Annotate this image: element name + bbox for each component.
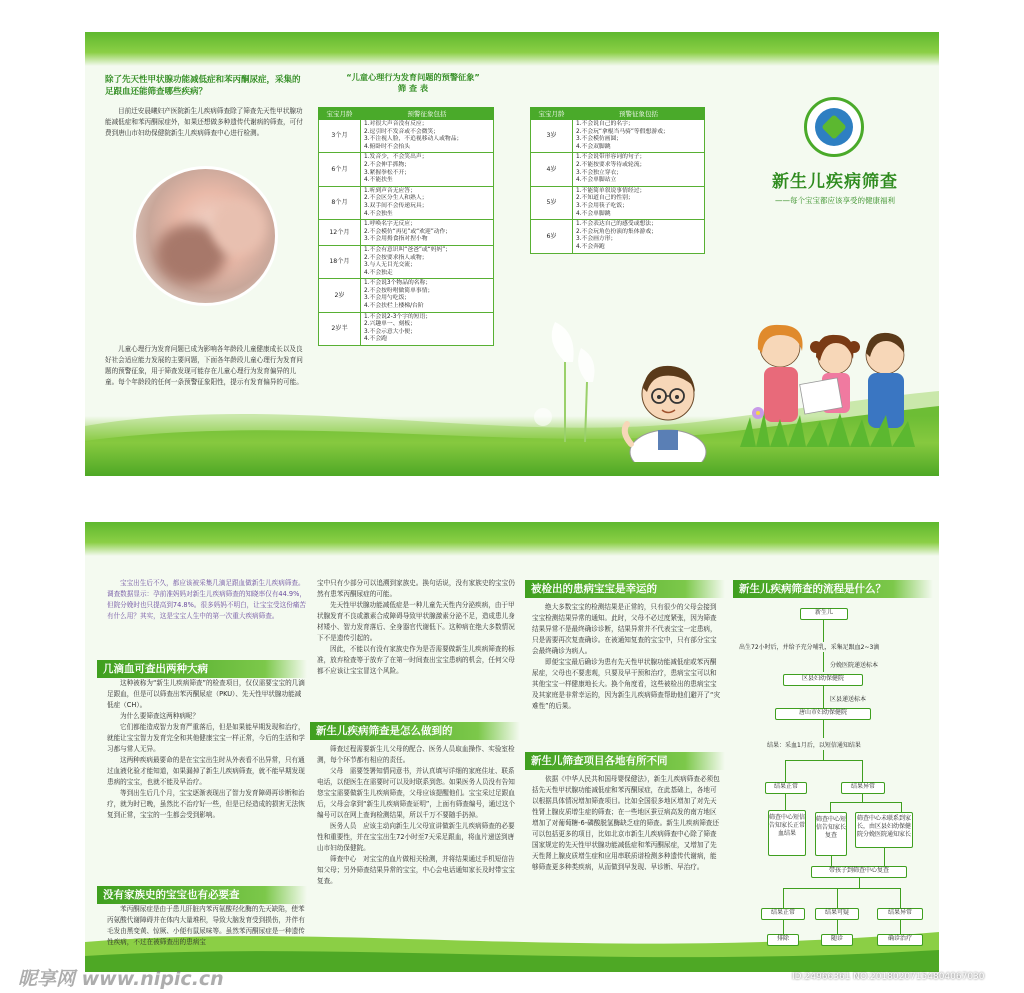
paragraph: 父母 需要签署知情同意书，并认真填写详细的家庭住址、联系电话，以便医生在需要时可以及时联系到您。如果医务人员没有告知您宝宝需要做新生儿疾病筛查，父母应该提醒他们。宝宝采过足跟血后，父母会拿到“新生儿疾病筛查证明”，上面有筛查编号，通过这个编号可以在网上查询检测结果，所以千万不要随手扔掉。 [317,767,516,819]
screening-row [319,153,494,186]
paragraph: 为什么要筛查这两种病呢？ [120,712,200,720]
screening-row [319,279,494,312]
age-cell: 3岁 [531,120,573,153]
sign-item: 3.紧握拳松不开； [364,169,411,176]
signs-cell [361,279,494,312]
sign-item: 1.不会说3个物品的名称； [364,280,432,287]
signs-cell [361,312,494,345]
col-signs-header: 预警征象包括 [573,108,705,120]
sign-item: 2.兴趣单一、刻板； [364,321,416,328]
sign-item: 1.发音少，不会笑出声； [364,154,428,161]
flow-normal: 结果正常 [765,782,807,794]
age-cell: 5岁 [531,186,573,219]
intro-paragraph: 宝宝出生后不久，都应该被采集几滴足跟血做新生儿疾病筛查。调查数据显示：孕前准妈妈对新生儿疾病筛查的知晓率仅有44.9%，但院分娩时也只提高到74.8%。很多妈妈不明白，让宝宝受这份痛苦有什么用？其实，这是宝宝人生中的第一次重大疾病筛查。 [107,579,306,620]
section-heading-no-family-history: 没有家族史的宝宝也有必要查 [97,886,307,904]
brochure-outside [85,32,939,476]
signs-cell [361,245,494,278]
age-cell: 2岁半 [319,312,361,345]
screening-row [531,153,705,186]
sign-item: 4.不会跑 [364,336,387,343]
screening-row [319,245,494,278]
flow-final-suspect: 结果可疑 [815,908,859,920]
sign-item: 3.不会画方形； [576,236,617,243]
sign-item: 1.不会说2-3个字的短语； [364,313,432,320]
sign-item: 3.不会模仿画圆； [576,136,623,143]
screening-row [531,186,705,219]
main-title: 新生儿疾病筛查 [772,172,898,192]
sign-item: 2.不会按吩咐做简单事情； [364,287,434,294]
flow-final-abnormal: 结果异常 [877,908,923,920]
flow-note-send: 分娩医院递送标本 [830,662,879,669]
paragraph: 这种被称为“新生儿疾病筛查”的检查项目，仅仅需要宝宝的几滴足跟血，但是可以筛查出苯丙酮尿症（PKU）、先天性甲状腺功能减低症（CH）。 [107,679,305,709]
flow-abnormal: 结果异常 [841,782,885,794]
sign-item: 3.与人无目光交流； [364,262,416,269]
section-lucky-text [532,602,722,712]
top-green-band [85,522,939,556]
flow-exclude: 排除 [767,934,799,946]
paragraph: 等到出生后几个月，宝宝逐渐表现出了智力发育障碍再诊断和治疗，就为时已晚，虽然比不治疗好一些，但是已经造成的损害无法恢复到正常，宝宝的一生都会受到影响。 [107,789,305,819]
sign-item: 1.呼唤名字无反应； [364,221,416,228]
flow-district: 区县妇幼保健院 [783,674,863,686]
sign-item: 4.不会独坐 [364,210,393,217]
sign-item: 1.对很大声音没有反应； [364,121,428,127]
signs-cell [361,220,494,246]
sign-item: 1.不会有意识叫“爸爸”或“妈妈”； [364,246,452,253]
age-cell: 12个月 [319,220,361,246]
section-heading-how-done: 新生儿疾病筛查是怎么做到的 [310,722,520,740]
sign-item: 4.不会双脚跳 [576,143,611,150]
flow-abnormal-detail-call: 筛查中心未联系到家长，由区县妇幼保健院分娩医院通知家长 [855,812,913,848]
sign-item: 1.听到声音无应答； [364,187,416,194]
column2-text [317,578,517,677]
paragraph: 因此，不能以有没有家族史作为是否需要做新生儿疾病筛查的标准，放弃检查等于放弃了在第一时间查出宝宝患病的机会，任何父母都不应该让宝宝冒这个风险。 [317,645,515,675]
section-heading-lucky: 被检出的患病宝宝是幸运的 [525,580,725,598]
section-how-done-text [317,744,517,887]
signs-cell [361,186,494,219]
sign-item: 1.不会说自己的名字； [576,121,634,127]
col-age-header: 宝宝月龄 [319,108,361,120]
paragraph: 依据《中华人民共和国母婴保健法》，新生儿疾病筛查必须包括先天性甲状腺功能减低症和苯丙酮尿症，在此基础上，各地可以根据具体情况增加筛查项目。比如全国很多地区增加了对先天性肾上腺皮质增生症的筛查；在一些地区蚕豆病高发的南方地区增加了对葡萄糖-6-磷酸脱氢酶缺乏症的筛查。新生儿疾病筛查还可以包括更多的项目，比如北京市新生儿疾病筛查中心除了筛查国家规定的先天性甲状腺功能减低症和苯丙酮尿症，又增加了先天性肾上腺皮质增生症和应用串联质谱检测多种遗传代谢病，能够筛查更多种类疾病，从而做到早发现、早诊断、早治疗。 [532,775,720,871]
flow-abnormal-detail-sms: 筛查中心短信告知家长复查 [815,812,847,856]
section-no-family-history-text [107,904,307,948]
flow-followup: 随诊 [821,934,853,946]
flow-note-results: 结果：采血1月后，以短信通知结果 [767,742,861,749]
age-cell: 3个月 [319,120,361,153]
screening-table-left [318,107,494,346]
col-age-header: 宝宝月龄 [531,108,573,120]
sign-item: 2.不会区分生人和熟人； [364,195,428,202]
sign-item: 2.不会玩角色扮演的集体游戏； [576,228,657,235]
paragraph: 苯丙酮尿症是由于患儿肝脏内苯丙氨酸羟化酶的先天缺陷，使苯丙氨酸代谢障碍并在体内大量堆积，导致大脑发育受到损伤，并伴有毛发由黑变黄、惊厥、小便有鼠尿味等。虽然苯丙酮尿症是一种遗传性疾病，不过在被筛查出的患病宝 [107,905,305,946]
panel1-title: 除了先天性甲状腺功能减低症和苯丙酮尿症，采集的足跟血还能筛查哪些疾病？ [105,75,301,97]
paragraph: 宝中只有少部分可以追溯到家族史。换句话说，没有家族史的宝宝仍然有患苯丙酮尿症的可能。 [317,579,515,598]
paragraph: 筛查中心 对宝宝的血片做相关检测，并将结果通过手机短信告知父母；另外筛查结果异常的宝宝，中心会电话通知家长及时带宝宝复查。 [317,855,515,885]
panel1-body: 儿童心理行为发育问题已成为影响各年龄段儿童健康成长以及良好社会适应能力发展的主要问题，下面各年龄段儿童心理行为发育问题的预警征象，用于筛查发现可能存在儿童心理行为发育偏异的儿童。每个年龄段的任何一条预警征象阳性，提示有发育偏异的可能。 [105,345,303,386]
panel1-intro: 目前迁安晨曦妇产医院新生儿疾病筛查除了筛查先天性甲状腺功能减低症和苯丙酮尿症外，如果还想做多种遗传代谢病的筛查，可付费到唐山市妇幼保健院新生儿疾病筛查中心进行检测。 [105,107,303,137]
paragraph: 先天性甲状腺功能减低症是一种儿童先天性内分泌疾病，由于甲状腺发育不良或激素合成障碍导致甲状腺激素分泌不足，造成患儿身材矮小、智力发育落后、全身器官代谢低下。这种病在绝大多数情况下不是遗传引起的。 [317,601,515,642]
flow-note-district-send: 区县递送标本 [830,696,867,703]
signs-cell [573,120,705,153]
screening-row [319,312,494,345]
screening-row [319,120,494,153]
flow-final-normal: 结果正常 [761,908,805,920]
sign-item: 4.不会扶栏上楼梯/台阶 [364,303,424,310]
baby-photo [133,166,278,306]
sign-item: 3.不会用勺吃饭； [364,295,411,302]
sign-item: 2.不会模仿“再见”或“欢迎”动作； [364,228,452,235]
screening-row [319,220,494,246]
col-signs-header: 预警征象包括 [361,108,494,120]
age-cell: 6个月 [319,153,361,186]
paragraph: 筛查过程需要新生儿父母的配合、医务人员取血操作、实验室检测，每个环节都有相应的责任。 [317,745,515,764]
screening-title-line2: 筛 查 表 [397,83,429,93]
sign-item: 3.不会用筷子吃饭； [576,202,628,209]
hospital-logo-icon [804,97,864,157]
age-cell: 4岁 [531,153,573,186]
screening-title-line1: “儿童心理行为发育问题的预警征象” [346,72,480,82]
section-heading-two-diseases: 几滴血可查出两种大病 [97,660,307,678]
screening-row [531,120,705,153]
signs-cell [573,220,705,253]
flow-city: 唐山市妇幼保健院 [775,708,871,720]
sign-item: 3.不会示意大小便； [364,328,416,335]
doctor-cartoon-icon [613,352,708,462]
sign-item: 2.不会玩“拿棍当马骑”等假想游戏； [576,128,669,135]
family-cartoon-icon [740,317,915,447]
sign-item: 4.不会独走 [364,269,393,276]
signs-cell [573,186,705,219]
flow-treat: 确诊治疗 [877,934,923,946]
screening-row [531,220,705,253]
sign-item: 2.不知道自己的性别； [576,195,634,202]
signs-cell [361,153,494,186]
flowchart-heading: 新生儿疾病筛查的流程是什么？ [733,580,933,598]
section-two-diseases-text [107,678,307,821]
age-cell: 2岁 [319,279,361,312]
main-subtitle: ——每个宝宝都应该享受的健康福利 [775,196,895,205]
lily-decoration-icon [525,322,610,442]
sign-item: 1.不会表达自己的感受或想法； [576,221,657,228]
top-green-band [85,32,939,66]
paragraph: 绝大多数宝宝的检测结果是正常的，只有很少的父母会接到宝宝检测结果异常的通知。此时，父母不必过度紧张，因为筛查结果异常不是最终确诊诊断，结果异常并不代表宝宝一定患病，只是需要再次复查确诊。在被通知复查的宝宝中，只有部分宝宝会最终确诊为病人。 [532,603,717,655]
sign-item: 2.不会伸手抓物； [364,161,411,168]
screening-title [313,72,513,94]
sign-item: 4.不会单脚站立 [576,177,617,184]
signs-cell [573,153,705,186]
paragraph: 这两种疾病最要命的是在宝宝出生时从外表看不出异常，只有通过血液化验才能知道，如果漏掉了新生儿疾病筛查，就不能早期发现患病的宝宝，也就不能及早治疗。 [107,756,305,786]
paragraph: 即便宝宝最后确诊为患有先天性甲状腺功能减低症或苯丙酮尿症，父母也不要悲观，只要及早干预和治疗，患病宝宝可以和其他宝宝一样健康地长大。换个角度看，这些被检出的患病宝宝及其家庭是非常幸运的，因为新生儿疾病筛查帮助他们避开了“灾难性”的后果。 [532,658,721,710]
flow-normal-detail: 筛查中心短信告知家长正常血结果 [768,810,806,856]
sign-item: 3.不注视人脸，不追视移动人或物品； [364,136,463,143]
screening-row [319,186,494,219]
flow-note-collect: 出生72小时后，并给予充分哺乳，采集足跟血2~3滴 [739,644,880,651]
signs-cell [361,120,494,153]
watermark-id: ID:24966361 NO:20180207154804067030 [792,972,985,982]
sign-item: 4.不能扶坐 [364,177,393,184]
section-regional-text [532,774,722,873]
age-cell: 6岁 [531,220,573,253]
age-cell: 18个月 [319,245,361,278]
paragraph: 医务人员 应该主动向新生儿父母宣讲做新生儿疾病筛查的必要性和重要性，并在宝宝出生72小时至7天采足跟血，将血片递送到唐山市妇幼保健院。 [317,822,515,852]
sign-item: 3.不会用拇食指对捏小物 [364,236,428,243]
paragraph: 它们都能造成智力发育严重落后，但是如果能早期发现和治疗，就能让宝宝智力发育完全和其他健康宝宝一样正常，今后的生活和学习都与常人无异。 [107,723,305,753]
flow-newborn: 新生儿 [800,608,848,620]
sign-item: 2.逗引时不发音或不会微笑； [364,128,440,135]
screening-table-right [530,107,705,254]
sign-item: 3.双手间不会传递玩具； [364,202,428,209]
section-heading-regional: 新生儿筛查项目各地有所不同 [525,752,725,770]
sign-item: 2.不能按要求等待或轮流； [576,161,646,168]
sign-item: 1.不会说带形容词的句子； [576,154,646,161]
age-cell: 8个月 [319,186,361,219]
sign-item: 4.不会奔跑 [576,243,605,250]
sign-item: 4.不会单脚跳 [576,210,611,217]
watermark-site: 昵享网 www.nipic.cn [18,968,224,990]
sign-item: 1.不能简单叙说事情经过； [576,187,646,194]
sign-item: 2.不会按要求指人或物； [364,254,428,261]
brochure-inside [85,522,939,972]
sign-item: 3.不会独立穿衣； [576,169,623,176]
sign-item: 4.俯卧时不会抬头 [364,143,411,150]
flow-recheck: 带孩子到筛查中心复查 [811,866,907,878]
